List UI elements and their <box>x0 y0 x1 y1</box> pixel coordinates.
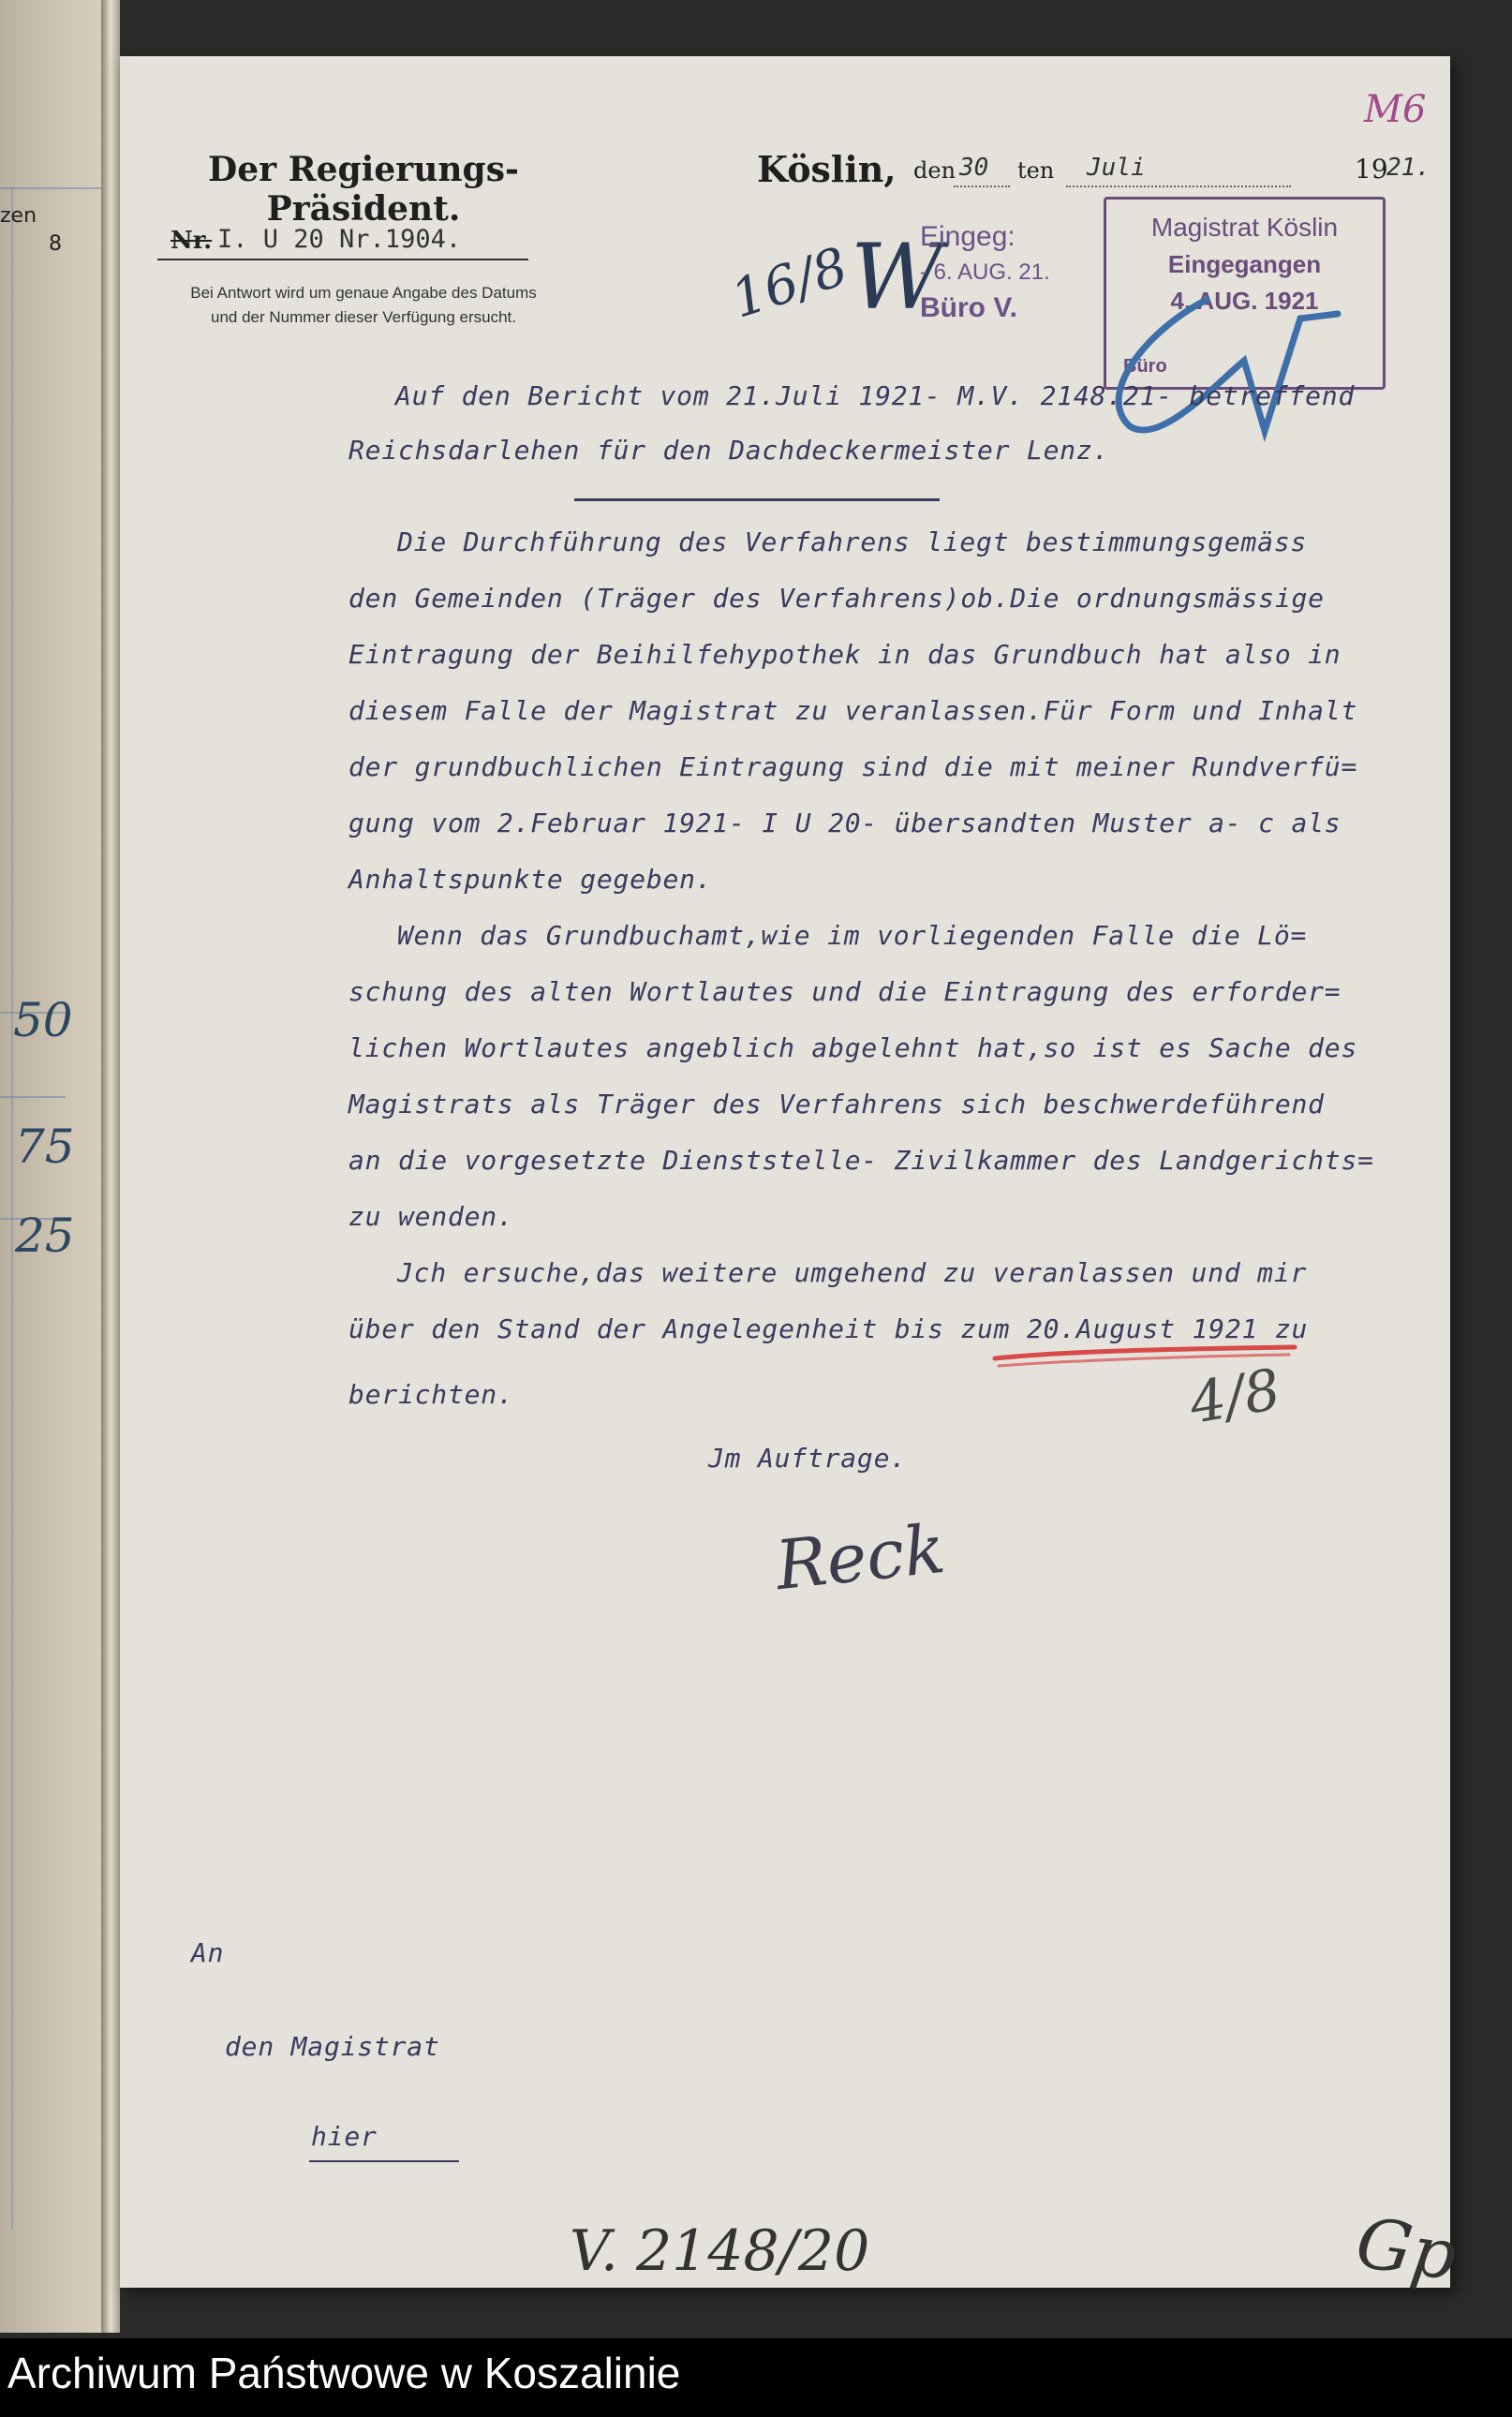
corner-initials: Gp <box>1351 2202 1461 2296</box>
place-name: Köslin, <box>757 148 897 190</box>
stamp-line: 4. AUG. 1921 <box>1170 287 1319 315</box>
ledger-column-line <box>11 187 13 2230</box>
subject-line: Reichsdarlehen für den Dachdeckermeister Lenz. <box>348 435 1110 466</box>
handwritten-date-mark: 16/8 <box>724 236 855 331</box>
body-line: diesem Falle der Magistrat zu veranlassen.Für Form und Inhalt <box>348 695 1358 726</box>
date-month: Juli <box>1087 154 1146 182</box>
reply-note-line: und der Nummer dieser Verfügung ersucht. <box>210 308 516 326</box>
ledger-entry: 75 <box>15 1120 75 1174</box>
subject-underline <box>574 498 940 501</box>
body-line: zu wenden. <box>348 1201 514 1232</box>
subject-line: Auf den Bericht vom 21.Juli 1921- M.V. 2148.21- betreffend <box>395 380 1356 411</box>
address-recipient: den Magistrat <box>225 2031 440 2062</box>
body-line: Anhaltspunkte gegeben. <box>348 864 713 895</box>
body-line: lichen Wortlautes angeblich abgelehnt hat,so ist es Sache des <box>348 1032 1358 1063</box>
ledger-header-mark: 8 <box>49 232 62 256</box>
stamp-line: Eingeg: <box>920 221 1015 252</box>
ledger-rule <box>0 187 112 189</box>
office-title: Der Regierungs-Präsident. <box>208 150 519 229</box>
body-line: Die Durchführung des Verfahrens liegt bestimmungsgemäss <box>397 526 1308 557</box>
pencil-check-icon <box>1019 262 1385 450</box>
body-line: an die vorgesetzte Dienststelle- Zivilkammer des Landgerichts= <box>348 1145 1374 1176</box>
signature: Reck <box>772 1508 949 1606</box>
date-day: 30 <box>959 154 989 182</box>
document-sheet <box>120 56 1461 2296</box>
body-line: Eintragung der Beihilfehypothek in das Grundbuch hat also in <box>348 639 1342 670</box>
archive-name: Archiwum Państwowe w Koszalinie <box>7 2349 681 2397</box>
date-dots <box>1066 185 1291 187</box>
date-ten: ten <box>1017 157 1055 184</box>
ledger-header-word: zen <box>0 204 37 228</box>
ledger-rule <box>0 1096 66 1098</box>
ref-prefix: Nr. <box>170 227 213 255</box>
reply-note-line: Bei Antwort wird um genaue Angabe des Datums <box>190 284 537 302</box>
stamp-line: Büro V. <box>920 292 1017 323</box>
reply-note <box>120 281 607 330</box>
body-line: der grundbuchlichen Eintragung sind die mit meiner Rundverfü= <box>348 751 1358 782</box>
body-line: Jch ersuche,das weitere umgehend zu veranlassen und mir <box>397 1257 1308 1288</box>
stamp-line: Büro <box>1123 356 1167 377</box>
handwritten-initial: W <box>851 225 943 330</box>
year-suffix: 21. <box>1386 154 1430 182</box>
stamp-line: Eingegangen <box>1167 250 1322 278</box>
body-line: den Gemeinden (Träger des Verfahrens)ob.Die ordnungsmässige <box>348 583 1325 614</box>
ledger-strip <box>0 0 112 2333</box>
year-prefix: 19 <box>1355 154 1388 185</box>
reference-underline <box>157 259 528 260</box>
date-den: den <box>913 157 956 184</box>
address-place: hier <box>311 2121 378 2152</box>
date-dots <box>954 185 1010 187</box>
corner-mark: M6 <box>1364 88 1427 131</box>
ledger-entry: 50 <box>13 993 73 1047</box>
reference-number: I. U 20 Nr.1904. <box>217 225 462 254</box>
body-line: Magistrats als Träger des Verfahrens sich beschwerdeführend <box>348 1089 1325 1120</box>
stamp-line: Magistrat Köslin <box>1150 213 1339 242</box>
body-line: gung vom 2.Februar 1921- I U 20- übersandten Muster a- c als <box>348 808 1342 838</box>
ledger-entry: 25 <box>15 1208 75 1263</box>
address-an: An <box>191 1937 225 1968</box>
body-line: über den Stand der Angelegenheit bis zum 20.August 1921 zu <box>348 1313 1309 1344</box>
stamp-line: - 6. AUG. 21. <box>920 259 1050 285</box>
archive-banner <box>0 2338 1512 2417</box>
binder-spine <box>101 0 120 2333</box>
body-line: berichten. <box>348 1379 514 1410</box>
body-line: Wenn das Grundbuchamt,wie im vorliegenden Falle die Lö= <box>397 920 1308 951</box>
handwritten-file-number: V. 2148/20 <box>570 2218 870 2284</box>
pencil-check-mark: 4/8 <box>1184 1357 1285 1437</box>
closing-line: Jm Auftrage. <box>708 1443 907 1474</box>
body-line: schung des alten Wortlautes und die Eintragung des erforder= <box>348 976 1342 1007</box>
address-underline <box>309 2160 459 2162</box>
